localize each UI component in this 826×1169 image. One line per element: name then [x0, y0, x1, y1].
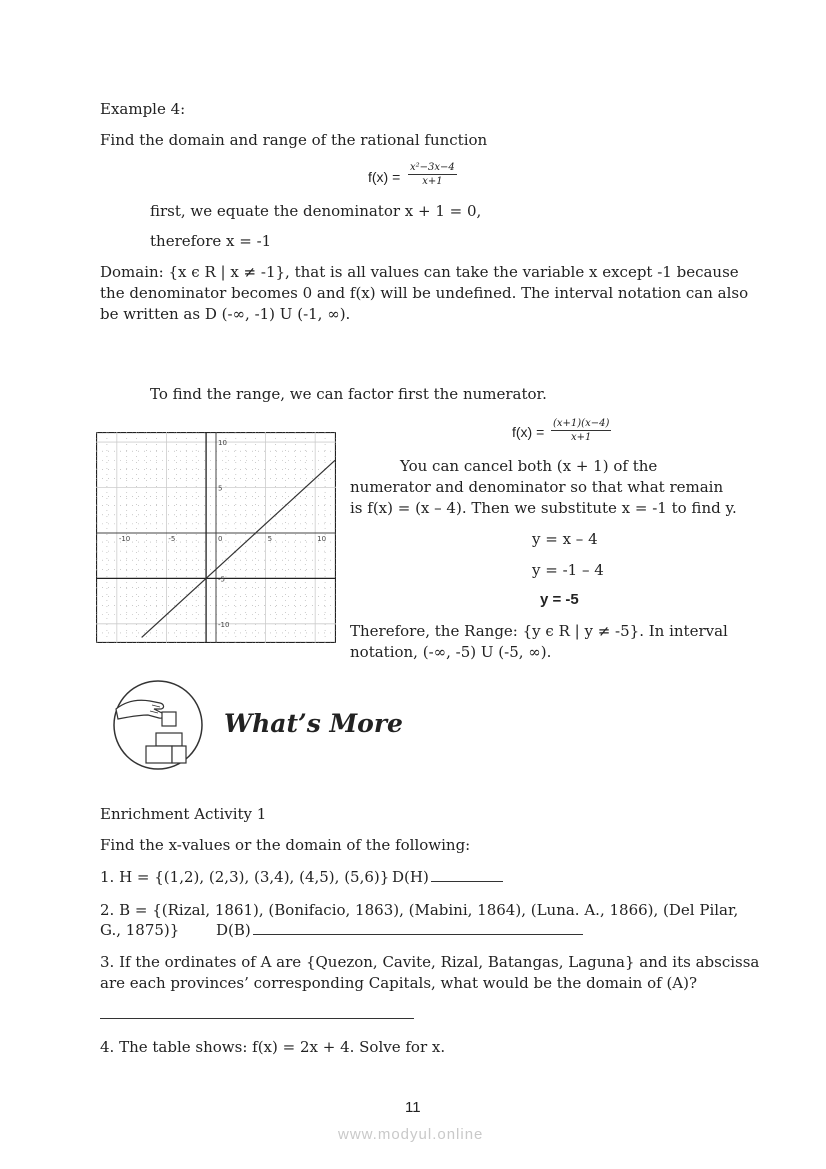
- range-line-2: notation, (-∞, -5) U (-5, ∞).: [350, 643, 552, 661]
- x-tick-label: 0: [218, 534, 223, 543]
- x-tick-label: 5: [267, 534, 273, 543]
- domain-line-2: the denominator becomes 0 and f(x) will be undefined. The interval notation can also: [100, 284, 749, 302]
- range-intro: To find the range, we can factor first the numerator.: [150, 385, 547, 403]
- x-tick-label: 10: [317, 534, 327, 543]
- question-3-line-1: 3. If the ordinates of A are {Quezon, Cavite, Rizal, Batangas, Laguna} and its abscissa: [100, 953, 760, 971]
- function-fraction: [408, 162, 457, 187]
- x-tick-label: -5: [168, 534, 176, 543]
- step-equate-denominator: first, we equate the denominator x + 1 = 0,: [150, 202, 482, 220]
- factored-lhs: f(x) =: [512, 424, 545, 440]
- explain-line-1: You can cancel both (x + 1) of the: [400, 457, 658, 475]
- function-denominator: x+1: [422, 176, 443, 187]
- question-4: 4. The table shows: f(x) = 2x + 4. Solve for x.: [100, 1038, 446, 1056]
- page-number: 11: [405, 1099, 421, 1116]
- example-prompt: Find the domain and range of the rational function: [100, 131, 488, 149]
- question-1: 1. H = {(1,2), (2,3), (3,4), (4,5), (5,6)}: [100, 868, 390, 886]
- y-tick-label: 10: [218, 439, 227, 448]
- question-3-answer-blank[interactable]: [100, 1018, 414, 1019]
- question-2-line-1: 2. B = {(Rizal, 1861), (Bonifacio, 1863), (Mabini, 1864), (Luna. A., 1866), (Del Pilar,: [100, 901, 739, 919]
- question-2-answer-label: [216, 920, 583, 941]
- activity-heading: Enrichment Activity 1: [100, 805, 267, 823]
- question-1-answer-blank[interactable]: [431, 867, 503, 882]
- domain-line-1: Domain: {x ϵ R | x ≠ -1}, that is all values can take the variable x except -1 because: [100, 263, 739, 281]
- equation-2: y = -1 – 4: [532, 561, 604, 579]
- explain-line-3: is f(x) = (x – 4). Then we substitute x = -1 to find y.: [350, 499, 737, 517]
- question-2-answer-blank[interactable]: [253, 920, 583, 935]
- function-numerator: x²−3x−4: [410, 162, 455, 173]
- y-tick-label: 5: [218, 484, 223, 493]
- question-3-line-2: are each provinces’ corresponding Capitals, what would be the domain of (A)?: [100, 974, 698, 992]
- explain-line-2: numerator and denominator so that what remain: [350, 478, 724, 496]
- question-1-answer-prefix: D(H): [392, 868, 429, 886]
- activity-instruction: Find the x-values or the domain of the following:: [100, 836, 471, 854]
- y-tick-label: -5: [218, 575, 225, 584]
- question-2-answer-prefix: D(B): [216, 921, 251, 939]
- section-title: What’s More: [224, 709, 403, 738]
- hand-stacking-blocks-icon: [112, 679, 204, 771]
- factored-denominator: x+1: [570, 432, 592, 443]
- factored-fraction: [551, 418, 611, 443]
- function-graph: [96, 432, 336, 643]
- equation-3: y = -5: [540, 591, 579, 608]
- x-tick-label: -10: [118, 534, 131, 543]
- question-2-line-2: G., 1875)}: [100, 921, 180, 939]
- domain-line-3: be written as D (-∞, -1) U (-1, ∞).: [100, 305, 351, 323]
- range-line-1: Therefore, the Range: {y ϵ R | y ≠ -5}. In interval: [350, 622, 728, 640]
- function-lhs: f(x) =: [368, 169, 401, 185]
- step-solve-x: therefore x = -1: [150, 232, 272, 250]
- factored-numerator: (x+1)(x−4): [553, 418, 610, 429]
- equation-1: y = x – 4: [532, 530, 598, 548]
- question-1-answer-label: [392, 867, 503, 888]
- example-heading: Example 4:: [100, 100, 186, 118]
- watermark: www.modyul.online: [338, 1126, 484, 1143]
- y-tick-label: -10: [218, 620, 230, 629]
